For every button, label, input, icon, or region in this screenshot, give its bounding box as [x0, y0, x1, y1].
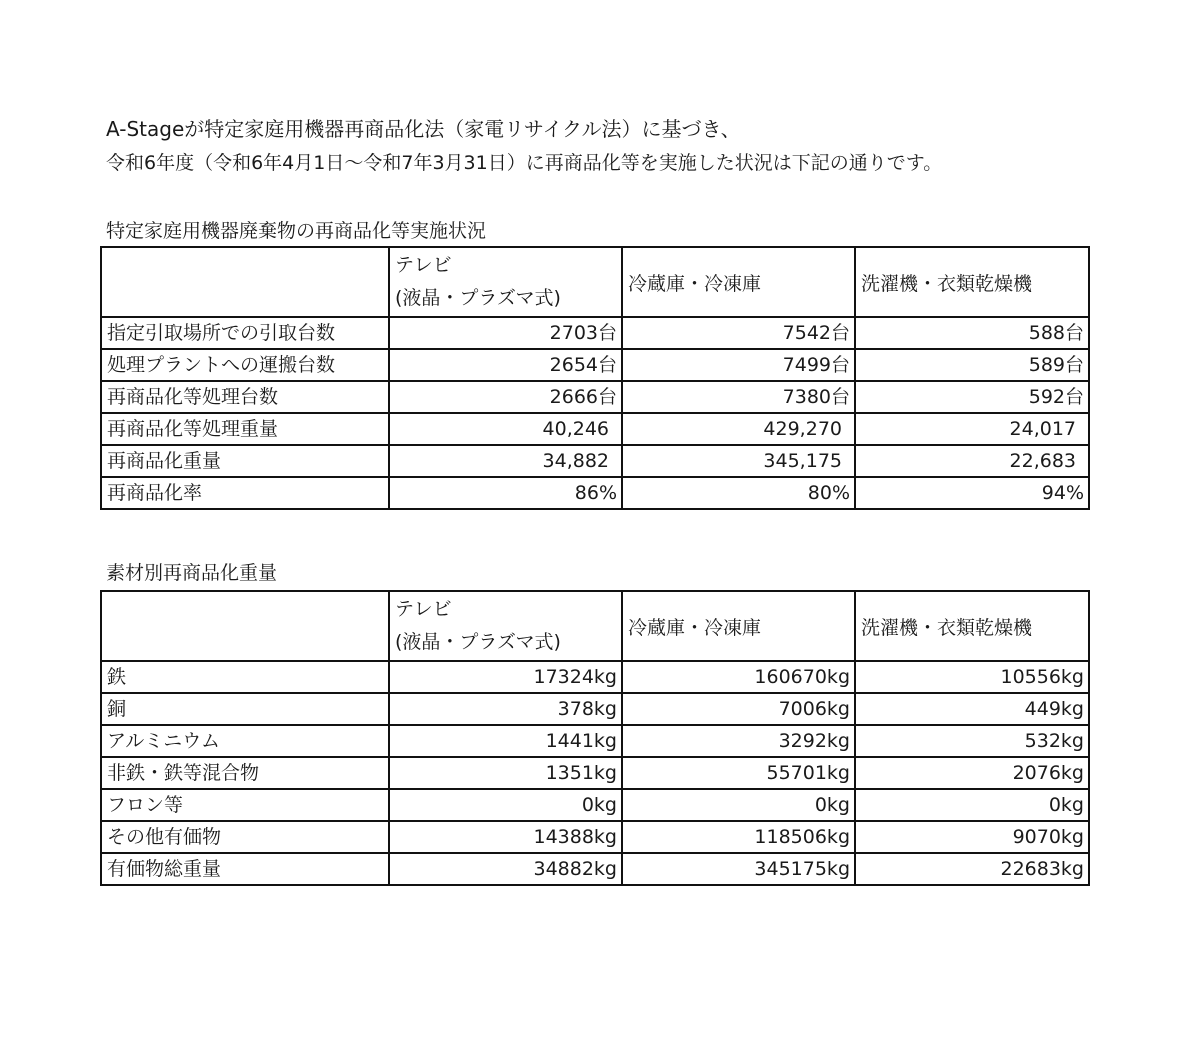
cell-tv: 0kg: [389, 789, 622, 821]
table-row: [101, 693, 1089, 725]
cell-washer: 22683kg: [855, 853, 1089, 885]
header-washer: 洗濯機・衣類乾燥機: [855, 247, 1089, 317]
row-label: 再商品化重量: [101, 445, 389, 477]
table-row: [101, 445, 1089, 477]
recycling-status-table: [100, 246, 1090, 510]
cell-washer: 22,683: [855, 445, 1089, 477]
cell-fridge: 7006kg: [622, 693, 855, 725]
row-label: 有価物総重量: [101, 853, 389, 885]
row-label: 処理プラントへの運搬台数: [101, 349, 389, 381]
table-row: [101, 661, 1089, 693]
row-label: 再商品化等処理台数: [101, 381, 389, 413]
cell-fridge: 345,175: [622, 445, 855, 477]
table1-caption: 特定家庭用機器廃棄物の再商品化等実施状況: [106, 220, 487, 242]
table-row: [101, 317, 1089, 349]
cell-fridge: 80%: [622, 477, 855, 509]
cell-fridge: 7499台: [622, 349, 855, 381]
cell-tv: 14388kg: [389, 821, 622, 853]
header-tv-line2: (液晶・プラズマ式): [395, 631, 561, 653]
row-label: 再商品化率: [101, 477, 389, 509]
table-row: [101, 381, 1089, 413]
cell-fridge: 7542台: [622, 317, 855, 349]
cell-tv: 34882kg: [389, 853, 622, 885]
row-label: 指定引取場所での引取台数: [101, 317, 389, 349]
header-tv: [389, 591, 622, 661]
header-tv-line1: テレビ: [395, 598, 452, 620]
row-label: フロン等: [101, 789, 389, 821]
table-row: [101, 789, 1089, 821]
cell-tv: 1351kg: [389, 757, 622, 789]
cell-tv: 2703台: [389, 317, 622, 349]
table-header-row: [101, 591, 1089, 661]
cell-tv: 2654台: [389, 349, 622, 381]
table-header-row: [101, 247, 1089, 317]
header-fridge: 冷蔵庫・冷凍庫: [622, 247, 855, 317]
cell-fridge: 160670kg: [622, 661, 855, 693]
table-row: [101, 821, 1089, 853]
table-row: [101, 477, 1089, 509]
cell-tv: 378kg: [389, 693, 622, 725]
cell-tv: 2666台: [389, 381, 622, 413]
cell-washer: 589台: [855, 349, 1089, 381]
header-tv-line2: (液晶・プラズマ式): [395, 287, 561, 309]
cell-washer: 2076kg: [855, 757, 1089, 789]
cell-tv: 34,882: [389, 445, 622, 477]
material-weight-table: [100, 590, 1090, 886]
cell-washer: 449kg: [855, 693, 1089, 725]
cell-tv: 86%: [389, 477, 622, 509]
cell-washer: 24,017: [855, 413, 1089, 445]
cell-fridge: 7380台: [622, 381, 855, 413]
cell-tv: 17324kg: [389, 661, 622, 693]
header-tv-line1: テレビ: [395, 254, 452, 276]
table-row: [101, 757, 1089, 789]
cell-washer: 532kg: [855, 725, 1089, 757]
row-label: アルミニウム: [101, 725, 389, 757]
table2-caption: 素材別再商品化重量: [106, 562, 278, 584]
cell-washer: 10556kg: [855, 661, 1089, 693]
intro-text: [106, 112, 1106, 180]
row-label: 鉄: [101, 661, 389, 693]
table-row: [101, 853, 1089, 885]
header-empty-cell: [101, 591, 389, 661]
intro-line-2: 令和6年度（令和6年4月1日～令和7年3月31日）に再商品化等を実施した状況は下記の通りです。: [106, 152, 943, 174]
header-fridge: 冷蔵庫・冷凍庫: [622, 591, 855, 661]
cell-fridge: 0kg: [622, 789, 855, 821]
table-row: [101, 413, 1089, 445]
table-row: [101, 349, 1089, 381]
row-label: その他有価物: [101, 821, 389, 853]
row-label: 再商品化等処理重量: [101, 413, 389, 445]
cell-washer: 592台: [855, 381, 1089, 413]
header-empty-cell: [101, 247, 389, 317]
cell-washer: 0kg: [855, 789, 1089, 821]
header-tv: [389, 247, 622, 317]
cell-fridge: 429,270: [622, 413, 855, 445]
cell-fridge: 55701kg: [622, 757, 855, 789]
cell-fridge: 118506kg: [622, 821, 855, 853]
cell-fridge: 3292kg: [622, 725, 855, 757]
intro-line-1: A-Stageが特定家庭用機器再商品化法（家電リサイクル法）に基づき、: [106, 117, 741, 141]
cell-washer: 588台: [855, 317, 1089, 349]
table-row: [101, 725, 1089, 757]
row-label: 非鉄・鉄等混合物: [101, 757, 389, 789]
header-washer: 洗濯機・衣類乾燥機: [855, 591, 1089, 661]
cell-tv: 40,246: [389, 413, 622, 445]
cell-washer: 94%: [855, 477, 1089, 509]
row-label: 銅: [101, 693, 389, 725]
cell-fridge: 345175kg: [622, 853, 855, 885]
cell-tv: 1441kg: [389, 725, 622, 757]
cell-washer: 9070kg: [855, 821, 1089, 853]
